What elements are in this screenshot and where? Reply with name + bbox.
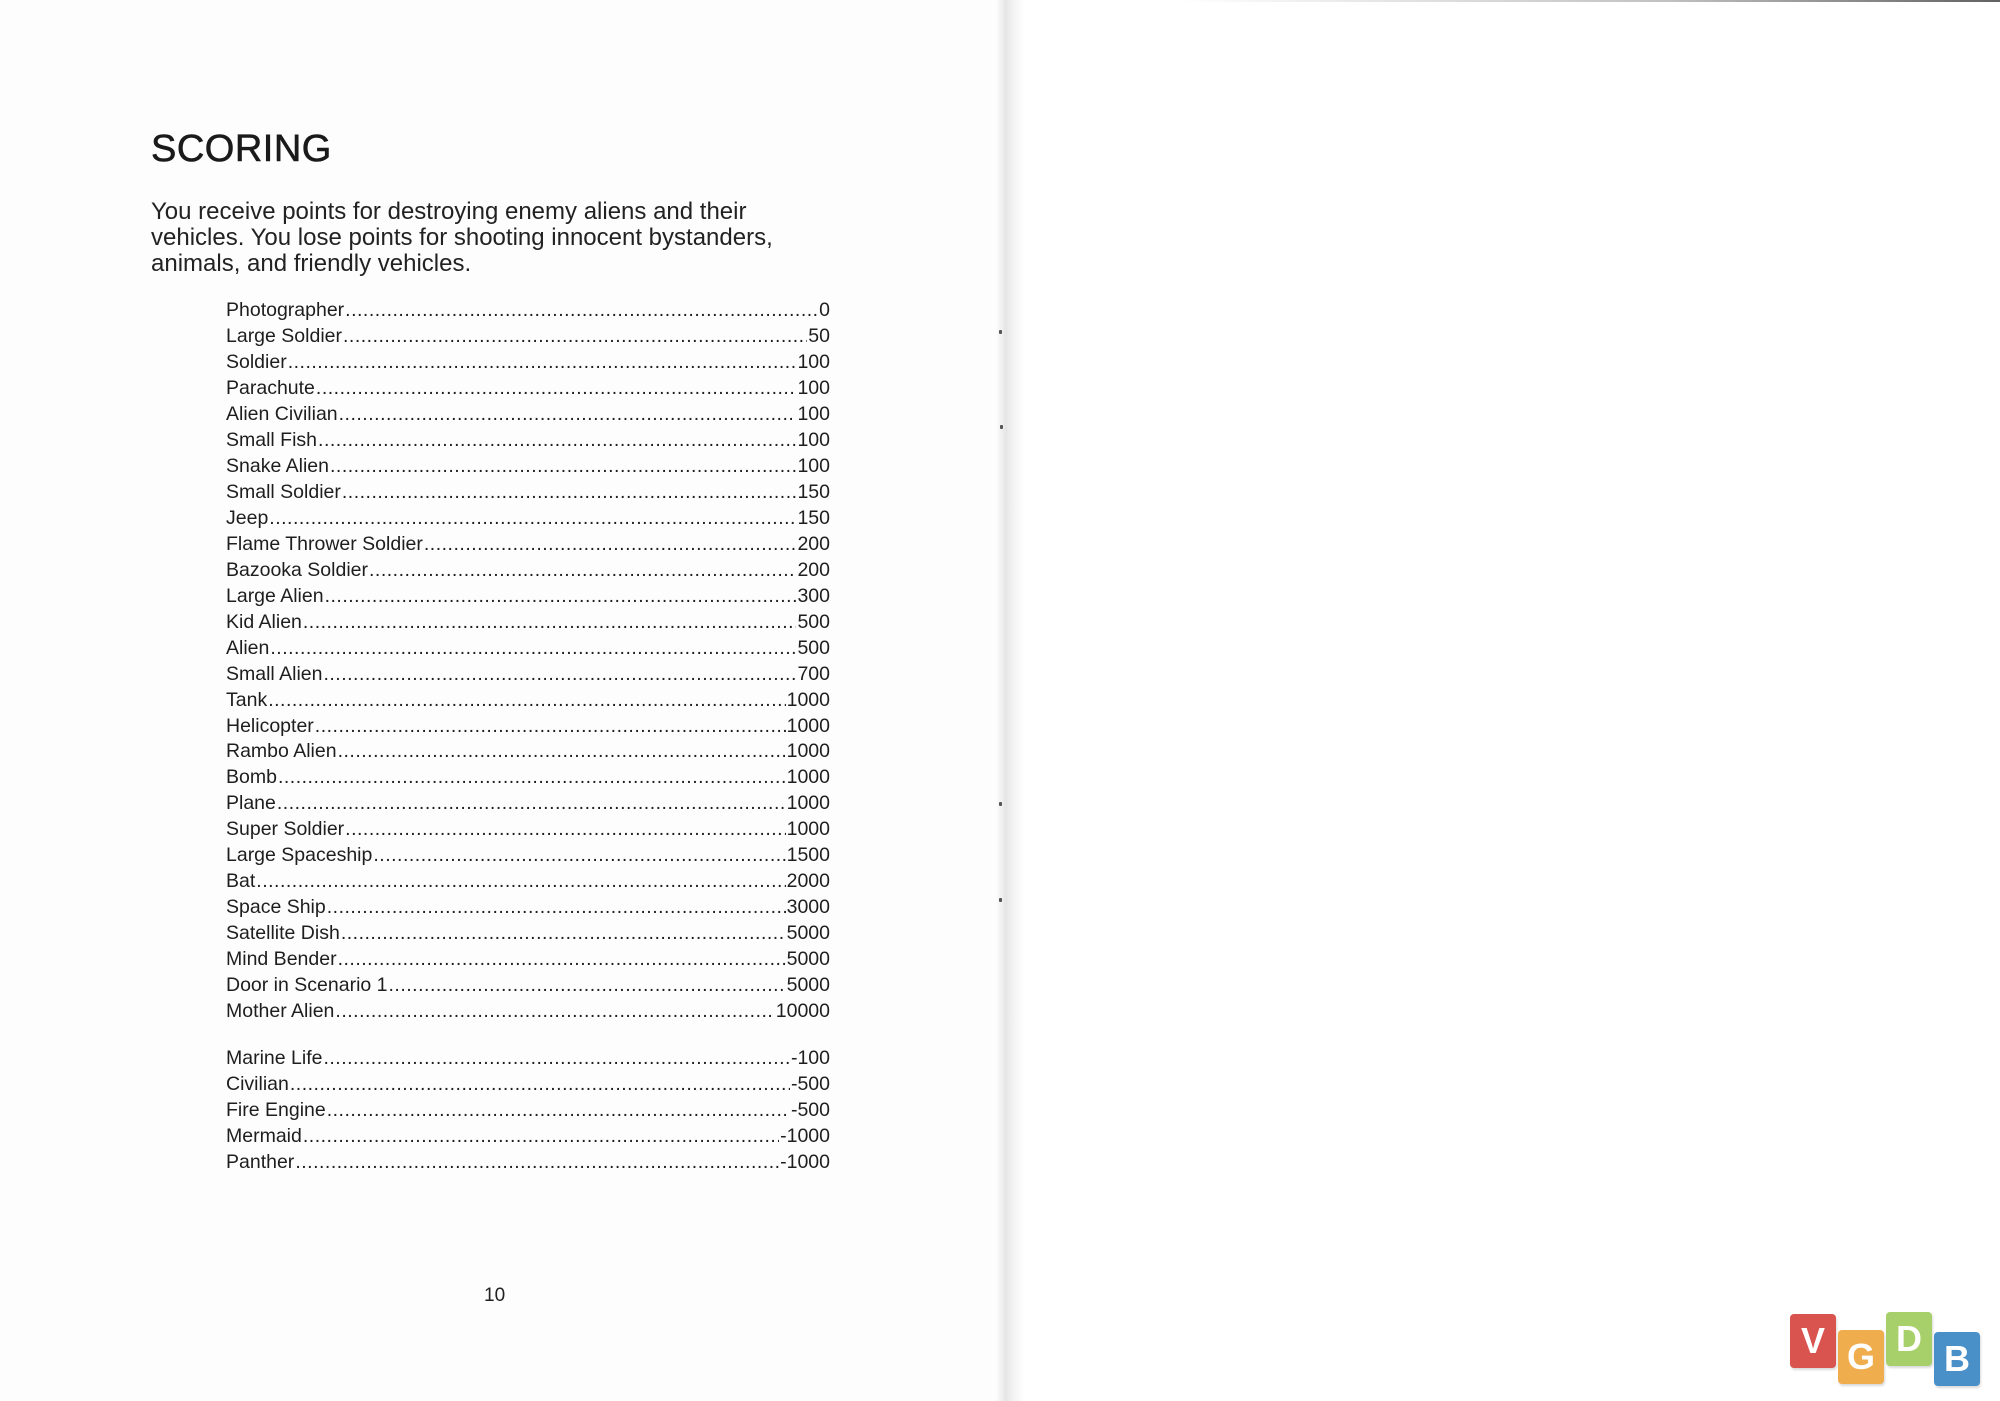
score-table bbox=[226, 298, 830, 1025]
score-item-points: 5000 bbox=[786, 922, 830, 945]
score-item-name: Flame Thrower Soldier bbox=[226, 532, 423, 555]
score-row bbox=[226, 1150, 830, 1176]
score-item-points: 1500 bbox=[786, 844, 830, 867]
score-item-points: 1000 bbox=[786, 766, 830, 789]
dot-leader bbox=[277, 791, 786, 817]
dot-leader bbox=[303, 1124, 779, 1150]
score-item-name: Marine Life bbox=[226, 1047, 323, 1069]
score-item-points: 1000 bbox=[786, 740, 830, 763]
score-item-points: 100 bbox=[797, 454, 830, 477]
dot-leader bbox=[327, 1098, 790, 1124]
dot-leader bbox=[270, 636, 796, 662]
dot-leader bbox=[389, 973, 786, 999]
dot-leader bbox=[323, 662, 796, 688]
vgdb-watermark-logo bbox=[1790, 1312, 1990, 1392]
score-row bbox=[226, 402, 830, 428]
score-item-name: Alien bbox=[226, 636, 270, 659]
score-row bbox=[226, 532, 830, 558]
score-row bbox=[226, 895, 830, 921]
dot-leader bbox=[316, 376, 797, 402]
score-row bbox=[226, 558, 830, 584]
score-item-points: 0 bbox=[819, 299, 830, 321]
score-item-name: Fire Engine bbox=[226, 1098, 326, 1121]
score-row bbox=[226, 506, 830, 532]
intro-paragraph: You receive points for destroying enemy aliens and their vehicles. You lose points for shooting innocent bystanders, animals, and friendly vehicles. bbox=[151, 198, 773, 277]
score-row bbox=[226, 1072, 830, 1098]
score-item-points: 1000 bbox=[786, 818, 830, 841]
score-item-name: Door in Scenario 1 bbox=[226, 974, 388, 997]
score-row bbox=[226, 662, 830, 688]
dot-leader bbox=[330, 454, 796, 480]
score-row bbox=[226, 817, 830, 843]
score-item-name: Large Spaceship bbox=[226, 844, 373, 867]
score-row bbox=[226, 765, 830, 791]
dot-leader bbox=[325, 584, 797, 610]
score-row bbox=[226, 1046, 830, 1072]
dot-leader bbox=[315, 714, 786, 740]
dot-leader bbox=[290, 1072, 790, 1098]
score-item-points: 150 bbox=[797, 506, 830, 529]
score-item-points: 700 bbox=[797, 662, 830, 685]
dot-leader bbox=[339, 402, 797, 428]
score-item-points: -500 bbox=[790, 1098, 830, 1121]
score-item-name: Soldier bbox=[226, 350, 287, 373]
score-item-name: Tank bbox=[226, 688, 268, 711]
scan-speck bbox=[999, 898, 1002, 902]
score-row bbox=[226, 999, 830, 1025]
vgdb-logo-tile: B bbox=[1934, 1332, 1980, 1386]
page-title: SCORING bbox=[151, 128, 332, 170]
score-item-points: 5000 bbox=[786, 974, 830, 997]
score-row bbox=[226, 428, 830, 454]
dot-leader bbox=[323, 1046, 790, 1072]
score-item-points: 300 bbox=[797, 584, 830, 607]
score-item-name: Space Ship bbox=[226, 896, 326, 919]
dot-leader bbox=[327, 895, 786, 921]
score-item-points: -500 bbox=[790, 1072, 830, 1095]
score-item-name: Small Soldier bbox=[226, 480, 341, 503]
score-item-name: Super Soldier bbox=[226, 818, 345, 841]
score-row bbox=[226, 350, 830, 376]
score-row bbox=[226, 324, 830, 350]
score-row bbox=[226, 480, 830, 506]
penalty-table bbox=[226, 1046, 830, 1176]
score-item-name: Mother Alien bbox=[226, 1000, 335, 1023]
score-item-points: 100 bbox=[797, 402, 830, 425]
score-row bbox=[226, 739, 830, 765]
score-item-name: Parachute bbox=[226, 376, 315, 399]
dot-leader bbox=[278, 765, 786, 791]
score-row bbox=[226, 714, 830, 740]
score-item-points: -100 bbox=[790, 1047, 830, 1069]
score-row bbox=[226, 921, 830, 947]
dot-leader bbox=[268, 688, 785, 714]
dot-leader bbox=[335, 999, 774, 1025]
scan-speck bbox=[1000, 425, 1003, 429]
score-item-points: 200 bbox=[797, 558, 830, 581]
score-item-points: 100 bbox=[797, 376, 830, 399]
score-row bbox=[226, 584, 830, 610]
score-item-name: Photographer bbox=[226, 299, 345, 321]
score-item-name: Helicopter bbox=[226, 714, 314, 737]
score-row bbox=[226, 298, 830, 324]
score-item-points: -1000 bbox=[780, 1124, 830, 1147]
score-item-name: Large Soldier bbox=[226, 324, 342, 347]
score-row bbox=[226, 1098, 830, 1124]
vgdb-logo-tile: D bbox=[1886, 1312, 1932, 1366]
score-row bbox=[226, 791, 830, 817]
score-item-name: Mermaid bbox=[226, 1124, 302, 1147]
dot-leader bbox=[338, 739, 786, 765]
score-item-name: Plane bbox=[226, 792, 276, 815]
dot-leader bbox=[318, 428, 796, 454]
score-item-name: Jeep bbox=[226, 506, 269, 529]
vgdb-logo-tile: V bbox=[1790, 1314, 1836, 1368]
dot-leader bbox=[303, 610, 797, 636]
score-item-points: 50 bbox=[808, 324, 830, 347]
score-item-points: 2000 bbox=[786, 870, 830, 893]
score-item-points: -1000 bbox=[780, 1150, 830, 1173]
score-item-points: 500 bbox=[797, 610, 830, 633]
score-item-points: 1000 bbox=[786, 688, 830, 711]
score-item-points: 1000 bbox=[786, 714, 830, 737]
score-item-name: Bat bbox=[226, 870, 256, 893]
score-item-name: Large Alien bbox=[226, 584, 324, 607]
score-row bbox=[226, 376, 830, 402]
dot-leader bbox=[345, 817, 785, 843]
score-item-points: 500 bbox=[797, 636, 830, 659]
score-item-name: Kid Alien bbox=[226, 610, 302, 633]
score-item-name: Snake Alien bbox=[226, 454, 329, 477]
right-page-blank bbox=[1008, 0, 2000, 1401]
score-item-name: Civilian bbox=[226, 1072, 289, 1095]
score-item-points: 150 bbox=[797, 480, 830, 503]
dot-leader bbox=[424, 532, 797, 558]
page-number: 10 bbox=[484, 1285, 506, 1306]
score-item-name: Rambo Alien bbox=[226, 740, 337, 763]
score-item-points: 3000 bbox=[786, 896, 830, 919]
dot-leader bbox=[342, 480, 797, 506]
score-row bbox=[226, 610, 830, 636]
dot-leader bbox=[341, 921, 786, 947]
score-row bbox=[226, 843, 830, 869]
score-item-name: Small Fish bbox=[226, 428, 318, 451]
score-item-name: Bazooka Soldier bbox=[226, 558, 369, 581]
dot-leader bbox=[269, 506, 796, 532]
scan-top-edge bbox=[1180, 0, 2000, 2]
dot-leader bbox=[345, 298, 818, 324]
score-row bbox=[226, 947, 830, 973]
dot-leader bbox=[369, 558, 796, 584]
vgdb-logo-tile: G bbox=[1838, 1330, 1884, 1384]
scan-speck bbox=[999, 802, 1002, 806]
score-item-name: Panther bbox=[226, 1150, 295, 1173]
dot-leader bbox=[295, 1150, 779, 1176]
score-row bbox=[226, 973, 830, 999]
dot-leader bbox=[343, 324, 807, 350]
score-item-points: 5000 bbox=[786, 948, 830, 971]
score-item-points: 200 bbox=[797, 532, 830, 555]
score-item-points: 100 bbox=[797, 428, 830, 451]
score-item-name: Mind Bender bbox=[226, 948, 337, 971]
dot-leader bbox=[373, 843, 785, 869]
score-item-name: Alien Civilian bbox=[226, 402, 338, 425]
dot-leader bbox=[338, 947, 786, 973]
score-item-name: Bomb bbox=[226, 766, 277, 789]
score-row bbox=[226, 454, 830, 480]
page-gutter-shadow bbox=[996, 0, 1024, 1401]
dot-leader bbox=[288, 350, 797, 376]
dot-leader bbox=[256, 869, 785, 895]
score-row bbox=[226, 1124, 830, 1150]
score-item-points: 1000 bbox=[786, 792, 830, 815]
score-item-points: 10000 bbox=[775, 1000, 830, 1023]
score-item-name: Satellite Dish bbox=[226, 922, 340, 945]
score-item-name: Small Alien bbox=[226, 662, 323, 685]
scan-speck bbox=[999, 330, 1002, 334]
score-row bbox=[226, 688, 830, 714]
score-item-points: 100 bbox=[797, 350, 830, 373]
score-row bbox=[226, 869, 830, 895]
score-row bbox=[226, 636, 830, 662]
